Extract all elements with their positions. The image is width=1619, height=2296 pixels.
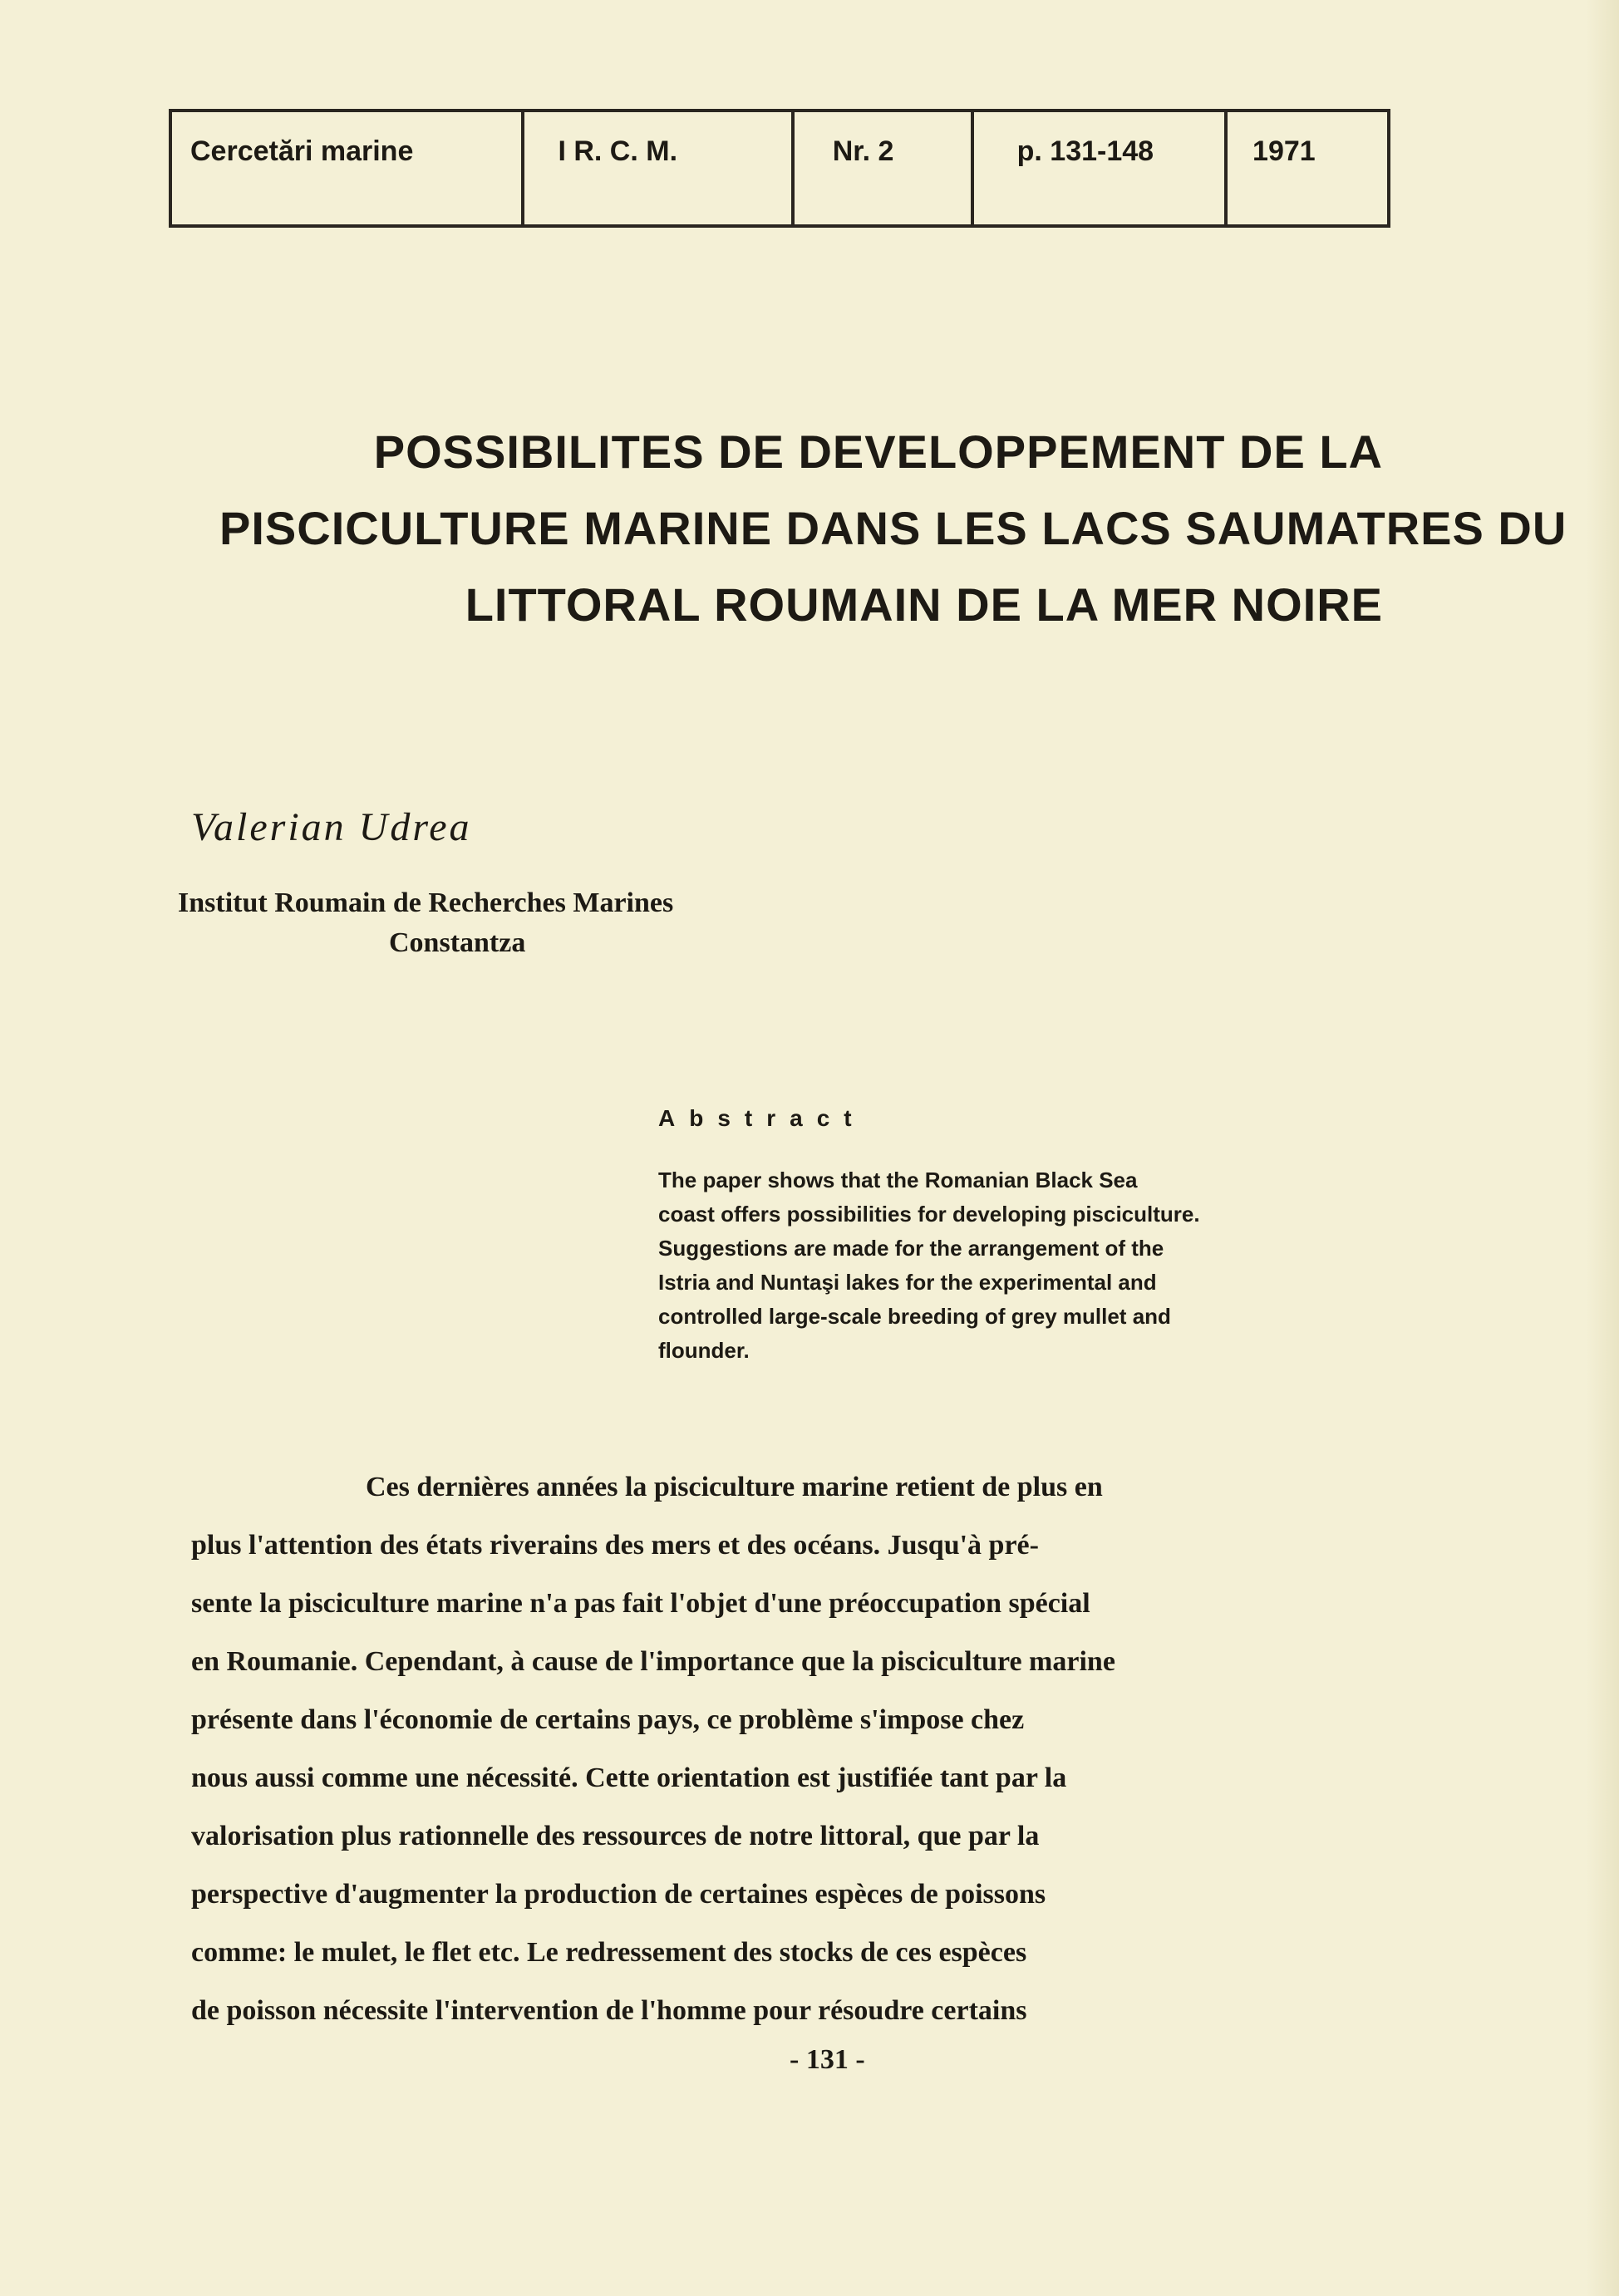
header-issue-number: Nr. 2 bbox=[795, 112, 974, 224]
abstract-text bbox=[658, 1163, 1390, 1368]
body-line: de poisson nécessite l'intervention de l'homme pour résoudre certains bbox=[191, 1995, 1027, 2026]
body-line: en Roumanie. Cependant, à cause de l'importance que la pisciculture marine bbox=[191, 1646, 1115, 1677]
abstract-line: Suggestions are made for the arrangement of the bbox=[658, 1236, 1164, 1261]
author-city: Constantza bbox=[389, 927, 526, 958]
page-edge-shadow bbox=[1586, 0, 1619, 2296]
body-line: nous aussi comme une nécessité. Cette orientation est justifiée tant par la bbox=[191, 1763, 1067, 1793]
title-line: POSSIBILITES DE DEVELOPPEMENT DE LA bbox=[373, 425, 1383, 478]
header-page-range: p. 131-148 bbox=[974, 112, 1228, 224]
header-year: 1971 bbox=[1252, 135, 1316, 167]
body-line: perspective d'augmenter la production de certaines espèces de poissons bbox=[191, 1879, 1046, 1910]
author-name: Valerian Udrea bbox=[191, 805, 472, 849]
title-line: PISCICULTURE MARINE DANS LES LACS SAUMATRES DU bbox=[219, 502, 1567, 554]
header-journal-name: Cercetări marine bbox=[172, 112, 524, 224]
abstract-heading: Abstract bbox=[658, 1105, 866, 1131]
page-number: - 131 - bbox=[790, 2044, 865, 2075]
body-line: plus l'attention des états riverains des mers et des océans. Jusqu'à pré- bbox=[191, 1530, 1039, 1561]
title-line: LITTORAL ROUMAIN DE LA MER NOIRE bbox=[465, 578, 1383, 631]
journal-header-table bbox=[169, 109, 1390, 228]
abstract-line: Istria and Nuntaşi lakes for the experimental and bbox=[658, 1270, 1157, 1295]
header-institute: I R. C. M. bbox=[524, 112, 794, 224]
body-paragraph bbox=[191, 1458, 1396, 2040]
abstract-line: The paper shows that the Romanian Black Sea bbox=[658, 1168, 1138, 1192]
author-affiliation: Institut Roumain de Recherches Marines bbox=[178, 887, 674, 918]
body-line: Ces dernières années la pisciculture marine retient de plus en bbox=[366, 1472, 1103, 1502]
body-line: présente dans l'économie de certains pays, ce problème s'impose chez bbox=[191, 1704, 1025, 1735]
abstract-line: flounder. bbox=[658, 1338, 750, 1363]
body-line: valorisation plus rationnelle des ressources de notre littoral, que par la bbox=[191, 1821, 1040, 1851]
body-line: sente la pisciculture marine n'a pas fait l'objet d'une préoccupation spécial bbox=[191, 1588, 1090, 1619]
body-line: comme: le mulet, le flet etc. Le redressement des stocks de ces espèces bbox=[191, 1937, 1027, 1968]
abstract-line: controlled large-scale breeding of grey mullet and bbox=[658, 1304, 1171, 1329]
abstract-line: coast offers possibilities for developing pisciculture. bbox=[658, 1202, 1200, 1227]
paper-title bbox=[219, 414, 1567, 643]
